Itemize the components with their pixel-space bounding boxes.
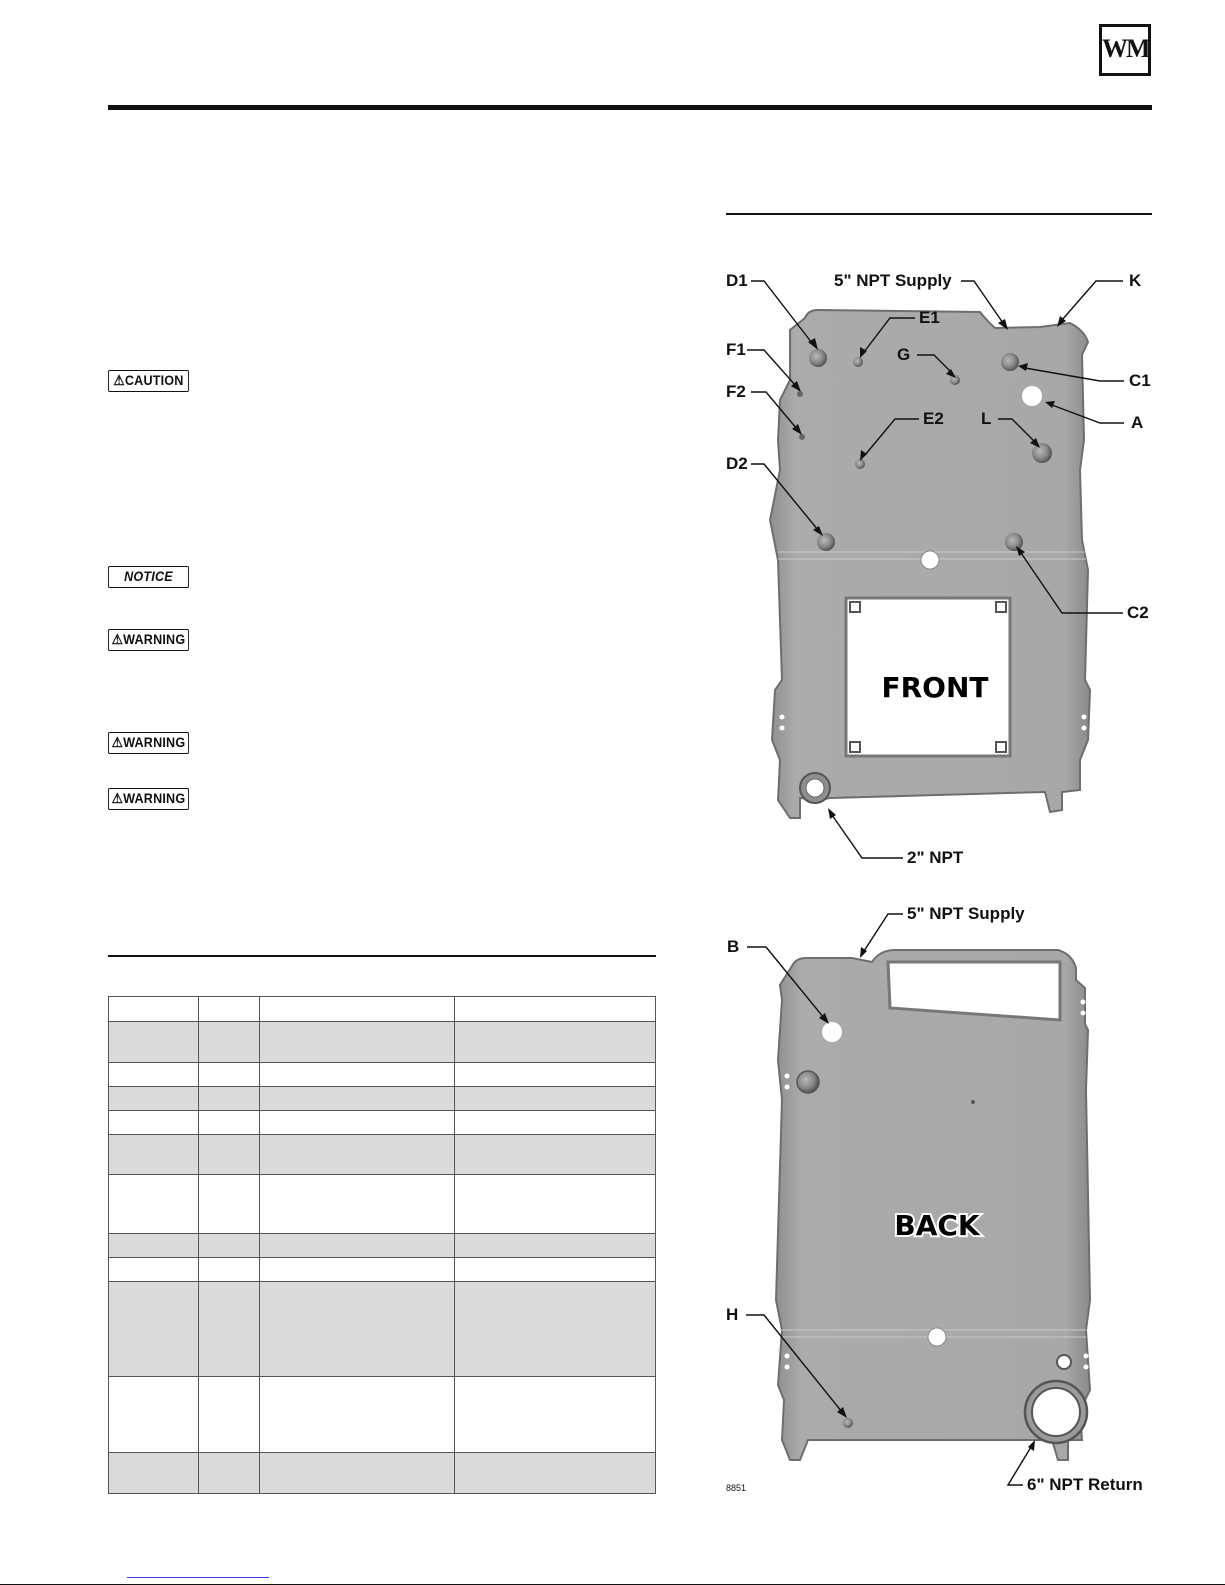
back-center-bolt-hole — [928, 1328, 946, 1346]
tapping-a-opening — [1022, 386, 1042, 406]
tapping-e2 — [855, 459, 865, 469]
tapping-l — [1032, 443, 1052, 463]
tapping-b-opening — [822, 1022, 842, 1042]
callout-a: A — [1131, 413, 1144, 432]
callout-6in-npt-return: 6" NPT Return — [1027, 1475, 1143, 1494]
callout-d2: D2 — [726, 454, 748, 473]
tapping-h — [843, 1418, 853, 1428]
callout-e2: E2 — [923, 409, 944, 428]
back-side-boss — [797, 1071, 819, 1093]
callout-f1: F1 — [726, 340, 746, 359]
tapping-c2 — [1005, 533, 1023, 551]
callout-l: L — [981, 409, 992, 428]
tapping-d2 — [817, 533, 835, 551]
caution-badge: ⚠CAUTION — [108, 370, 189, 392]
tapping-f2 — [799, 434, 805, 440]
callout-e1: E1 — [919, 308, 940, 327]
figure-number: 8851 — [726, 1483, 747, 1493]
logo-text: WM — [1102, 34, 1149, 63]
warning-badge-3: ⚠WARNING — [108, 788, 189, 810]
callout-f2: F2 — [726, 382, 746, 401]
callout-5in-supply-front: 5" NPT Supply — [834, 271, 952, 290]
warning-badge-2: ⚠WARNING — [108, 732, 189, 754]
notice-badge: NOTICE — [108, 566, 189, 588]
tapping-d1 — [809, 349, 827, 367]
callout-5in-supply-back: 5" NPT Supply — [907, 904, 1025, 923]
callout-c1: C1 — [1129, 371, 1151, 390]
tapping-f1 — [797, 391, 803, 397]
callout-b: B — [727, 937, 740, 956]
center-bolt-hole — [921, 551, 939, 569]
callout-h: H — [726, 1305, 739, 1324]
callout-g: G — [897, 345, 911, 364]
footer-link-underline[interactable] — [127, 1577, 269, 1578]
front-label: FRONT — [881, 671, 989, 704]
callout-k: K — [1129, 271, 1142, 290]
back-section-plate — [776, 950, 1090, 1460]
callout-2in-npt: 2" NPT — [907, 848, 964, 867]
tapping-e1 — [853, 357, 863, 367]
callout-c2: C2 — [1127, 603, 1149, 622]
back-label: BACK — [894, 1209, 980, 1242]
tapping-c1 — [1001, 353, 1019, 371]
front-section-plate — [770, 310, 1093, 818]
callout-d1: D1 — [726, 271, 748, 290]
warning-badge-1: ⚠WARNING — [108, 629, 189, 651]
